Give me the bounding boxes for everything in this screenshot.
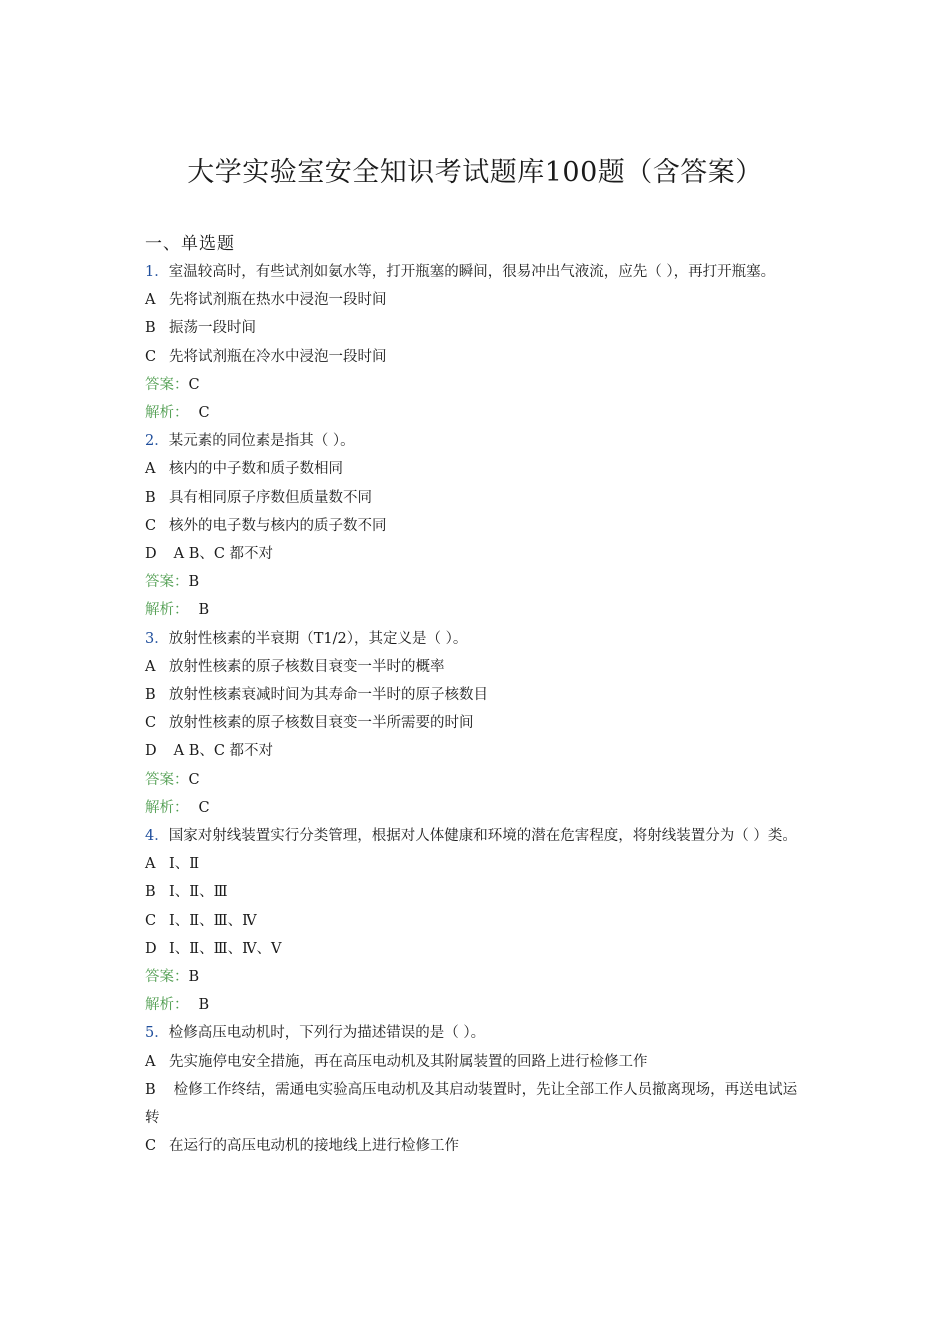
option-text: 核内的中子数和质子数相同 bbox=[169, 461, 343, 478]
option-text: 先将试剂瓶在冷水中浸泡一段时间 bbox=[169, 348, 387, 365]
option-letter: A bbox=[145, 658, 156, 675]
option-text: 核外的电子数与核内的质子数不同 bbox=[169, 517, 387, 534]
answer-line bbox=[145, 371, 810, 399]
question-number: 4． bbox=[145, 828, 169, 845]
option-b bbox=[145, 314, 810, 342]
analysis-line bbox=[145, 794, 810, 822]
analysis-label: 解析： bbox=[145, 602, 189, 619]
answer-value: C bbox=[188, 771, 200, 788]
question-number: 1． bbox=[145, 264, 169, 280]
question-text: 国家对射线装置实行分类管理，根据对人体健康和环境的潜在危害程度，将射线装置分为（ ）类。 bbox=[168, 828, 797, 845]
analysis-value: C bbox=[198, 799, 210, 816]
option-b bbox=[145, 484, 810, 512]
option-text: Ⅰ、Ⅱ、Ⅲ、Ⅳ、Ⅴ bbox=[169, 940, 282, 957]
analysis-line bbox=[145, 991, 810, 1019]
option-letter: B bbox=[145, 1081, 156, 1098]
option-text: A B、C 都不对 bbox=[169, 546, 274, 563]
answer-line bbox=[145, 766, 810, 794]
option-text: Ⅰ、Ⅱ bbox=[169, 856, 200, 873]
option-letter: B bbox=[145, 687, 156, 704]
question-stem bbox=[145, 258, 810, 286]
answer-line bbox=[145, 963, 810, 991]
option-letter: D bbox=[145, 546, 157, 563]
option-b bbox=[145, 1076, 810, 1132]
option-text: Ⅰ、Ⅱ、Ⅲ bbox=[169, 884, 228, 901]
analysis-line bbox=[145, 399, 810, 427]
answer-label: 答案： bbox=[145, 376, 189, 393]
option-letter: D bbox=[145, 743, 157, 760]
question-stem bbox=[145, 822, 810, 850]
section-heading: 一、单选题 bbox=[145, 234, 235, 254]
option-text: Ⅰ、Ⅱ、Ⅲ、Ⅳ bbox=[169, 912, 257, 929]
option-c bbox=[145, 907, 810, 935]
analysis-line bbox=[145, 596, 810, 624]
question-item bbox=[145, 258, 810, 427]
option-c bbox=[145, 709, 810, 737]
question-text: 检修高压电动机时，下列行为描述错误的是（ ）。 bbox=[168, 1025, 486, 1042]
question-stem bbox=[145, 625, 810, 653]
option-text: 放射性核素的原子核数目衰变一半时的概率 bbox=[169, 658, 445, 675]
answer-value: C bbox=[188, 376, 200, 393]
option-d bbox=[145, 935, 810, 963]
answer-line bbox=[145, 568, 810, 596]
answer-value: B bbox=[188, 574, 200, 591]
option-c bbox=[145, 512, 810, 540]
option-letter: A bbox=[145, 856, 156, 873]
question-stem bbox=[145, 427, 810, 455]
question-text: 室温较高时，有些试剂如氨水等，打开瓶塞的瞬间，很易冲出气液流，应先（ ），再打开瓶塞。 bbox=[168, 264, 776, 280]
analysis-label: 解析： bbox=[145, 799, 189, 816]
option-text: 先将试剂瓶在热水中浸泡一段时间 bbox=[169, 292, 387, 309]
question-text: 某元素的同位素是指其（ ）。 bbox=[168, 433, 355, 450]
option-text: 在运行的高压电动机的接地线上进行检修工作 bbox=[169, 1138, 459, 1155]
question-item bbox=[145, 822, 810, 1019]
option-letter: A bbox=[145, 461, 156, 478]
option-c bbox=[145, 343, 810, 371]
page-title: 大学实验室安全知识考试题库100题（含答案） bbox=[187, 157, 763, 188]
question-number: 2． bbox=[145, 433, 169, 450]
question-item bbox=[145, 625, 810, 822]
analysis-label: 解析： bbox=[145, 405, 189, 422]
question-item bbox=[145, 1019, 810, 1160]
option-letter: B bbox=[145, 489, 156, 506]
option-letter: C bbox=[145, 715, 157, 732]
option-text: A B、C 都不对 bbox=[169, 743, 274, 760]
option-c bbox=[145, 1132, 810, 1160]
analysis-value: C bbox=[198, 405, 210, 422]
question-list bbox=[145, 258, 810, 1161]
option-letter: A bbox=[145, 1053, 156, 1070]
analysis-label: 解析： bbox=[145, 997, 189, 1014]
option-letter: B bbox=[145, 884, 156, 901]
option-letter: D bbox=[145, 940, 157, 957]
option-text: 振荡一段时间 bbox=[169, 320, 256, 337]
option-text: 放射性核素的原子核数目衰变一半所需要的时间 bbox=[169, 715, 474, 732]
option-letter: C bbox=[145, 1138, 157, 1155]
option-d bbox=[145, 540, 810, 568]
analysis-value: B bbox=[198, 997, 210, 1014]
answer-label: 答案： bbox=[145, 574, 189, 591]
answer-label: 答案： bbox=[145, 771, 189, 788]
option-b bbox=[145, 681, 810, 709]
option-a bbox=[145, 1048, 810, 1076]
answer-value: B bbox=[188, 969, 200, 986]
question-number: 5． bbox=[145, 1025, 169, 1042]
option-letter: B bbox=[145, 320, 156, 337]
option-letter: C bbox=[145, 912, 157, 929]
option-b bbox=[145, 878, 810, 906]
option-text: 先实施停电安全措施，再在高压电动机及其附属装置的回路上进行检修工作 bbox=[169, 1053, 648, 1070]
option-text: 检修工作终结，需通电实验高压电动机及其启动装置时，先让全部工作人员撤离现场，再送电试运转 bbox=[145, 1081, 798, 1127]
option-a bbox=[145, 455, 810, 483]
option-a bbox=[145, 850, 810, 878]
question-item bbox=[145, 427, 810, 624]
document-body bbox=[145, 230, 810, 1161]
answer-label: 答案： bbox=[145, 969, 189, 986]
question-number: 3． bbox=[145, 630, 169, 647]
option-letter: C bbox=[145, 348, 157, 365]
option-letter: C bbox=[145, 517, 157, 534]
question-text: 放射性核素的半衰期（T1/2），其定义是（ ）。 bbox=[168, 630, 468, 647]
question-stem bbox=[145, 1019, 810, 1047]
option-text: 具有相同原子序数但质量数不同 bbox=[169, 489, 372, 506]
option-d bbox=[145, 737, 810, 765]
option-a bbox=[145, 653, 810, 681]
analysis-value: B bbox=[198, 602, 210, 619]
option-letter: A bbox=[145, 292, 156, 309]
option-text: 放射性核素衰减时间为其寿命一半时的原子核数目 bbox=[169, 687, 488, 704]
option-a bbox=[145, 286, 810, 314]
